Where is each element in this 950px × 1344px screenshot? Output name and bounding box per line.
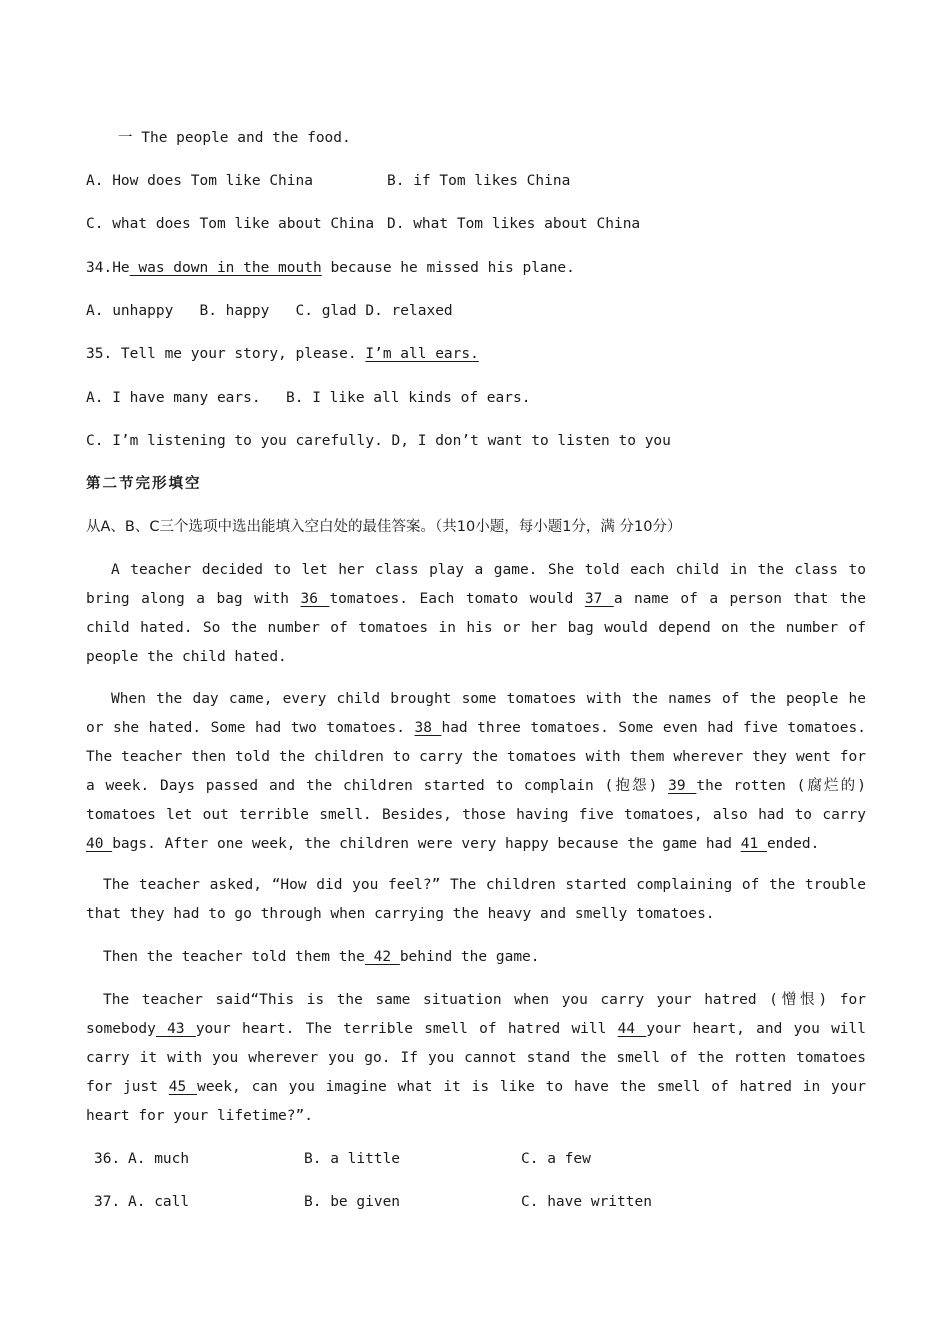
blank-38: 38 xyxy=(414,720,442,736)
passage-paragraph-3: The teacher asked, “How did you feel?” The children started complaining of the trouble that they had to go through when carrying the heavy and smelly tomatoes. xyxy=(86,877,866,922)
blank-45: 45 xyxy=(168,1079,198,1095)
q37-option-b: B. be given xyxy=(304,1194,401,1210)
q33-option-b: B. if Tom likes China xyxy=(387,173,571,189)
passage-paragraph-1 xyxy=(86,556,866,672)
blank-44: 44 xyxy=(617,1021,647,1037)
p2-text-5: ended. xyxy=(766,836,820,852)
q37-option-c: C. have written xyxy=(521,1194,652,1210)
q34-question xyxy=(86,258,575,278)
blank-41: 41 xyxy=(740,836,767,852)
section-heading: 第二节完形填空 xyxy=(86,476,202,492)
q35-option-a: A. I have many ears. xyxy=(86,390,261,406)
q35-options-cd: C. I’m listening to you carefully. D, I don’t want to listen to you xyxy=(86,433,671,449)
q36-option-b: B. a little xyxy=(304,1151,401,1167)
q33-answer-line: 一 The people and the food. xyxy=(118,130,351,146)
q34-underlined-phrase: was down in the mouth xyxy=(129,260,322,276)
q35-underlined-phrase: I’m all ears. xyxy=(365,346,479,362)
passage-paragraph-2 xyxy=(86,685,866,859)
q34-options: A. unhappy B. happy C. glad D. relaxed xyxy=(86,303,453,319)
q35-option-b: B. I like all kinds of ears. xyxy=(286,390,531,406)
p1-text-1: A teacher decided to let her class play a game. She told each child in the class to bring along a bag with xyxy=(86,562,866,607)
blank-42: 42 xyxy=(364,949,400,965)
p2-text-1: When the day came, every child brought some tomatoes with the names of the people he or she hated. Some had two tomatoes. xyxy=(86,691,866,736)
blank-36: 36 xyxy=(300,591,330,607)
section-instruction: 从A、B、C三个选项中选出能填入空白处的最佳答案。（共10小题，每小题1分，满 分10分） xyxy=(86,519,682,535)
passage-paragraph-5 xyxy=(86,986,866,1131)
p5-text-3: your heart, and you will carry it with you wherever you go. If you cannot stand the smell of the rotten tomatoes for just xyxy=(86,1021,866,1095)
q37-option-a: A. call xyxy=(128,1194,190,1210)
p1-text-3: a name of a person that the child hated. So the number of tomatoes in his or her bag would depend on the number of people the child hated. xyxy=(86,591,866,665)
q33-option-d: D. what Tom likes about China xyxy=(387,216,641,232)
q33-option-a: A. How does Tom like China xyxy=(86,173,313,189)
p2-text-3: the rotten (腐烂的) tomatoes let out terrible smell. Besides, those having five tomatoes, also had to carry xyxy=(86,778,866,823)
blank-43: 43 xyxy=(155,1021,196,1037)
p2-text-4: bags. After one week, the children were very happy because the game had xyxy=(112,836,741,852)
p4-text-2: behind the game. xyxy=(399,949,540,965)
q35-question xyxy=(86,344,479,364)
q36-option-a: A. much xyxy=(128,1151,190,1167)
q35-prefix: 35. Tell me your story, please. xyxy=(86,346,366,362)
blank-39: 39 xyxy=(668,778,697,794)
passage-paragraph-4 xyxy=(86,943,866,972)
q37-number: 37. xyxy=(94,1194,121,1210)
blank-37: 37 xyxy=(584,591,614,607)
q36-number: 36. xyxy=(94,1151,121,1167)
q34-prefix: 34.He xyxy=(86,260,130,276)
p4-text-1: Then the teacher told them the xyxy=(103,949,365,965)
p1-text-2: tomatoes. Each tomato would xyxy=(329,591,585,607)
blank-40: 40 xyxy=(86,836,113,852)
q33-option-c: C. what does Tom like about China xyxy=(86,216,375,232)
q34-suffix: because he missed his plane. xyxy=(321,260,575,276)
p5-text-1: The teacher said“This is the same situation when you carry your hatred (憎恨) for somebody xyxy=(86,992,866,1037)
p5-text-4: week, can you imagine what it is like to have the smell of hatred in your heart for your lifetime?”. xyxy=(86,1079,866,1124)
q36-option-c: C. a few xyxy=(521,1151,591,1167)
p2-text-2: had three tomatoes. Some even had five tomatoes. The teacher then told the children to carry the tomatoes with them wherever they went for a week. Days passed and the children started to complain (抱怨) xyxy=(86,720,866,794)
p5-text-2: your heart. The terrible smell of hatred will xyxy=(195,1021,618,1037)
